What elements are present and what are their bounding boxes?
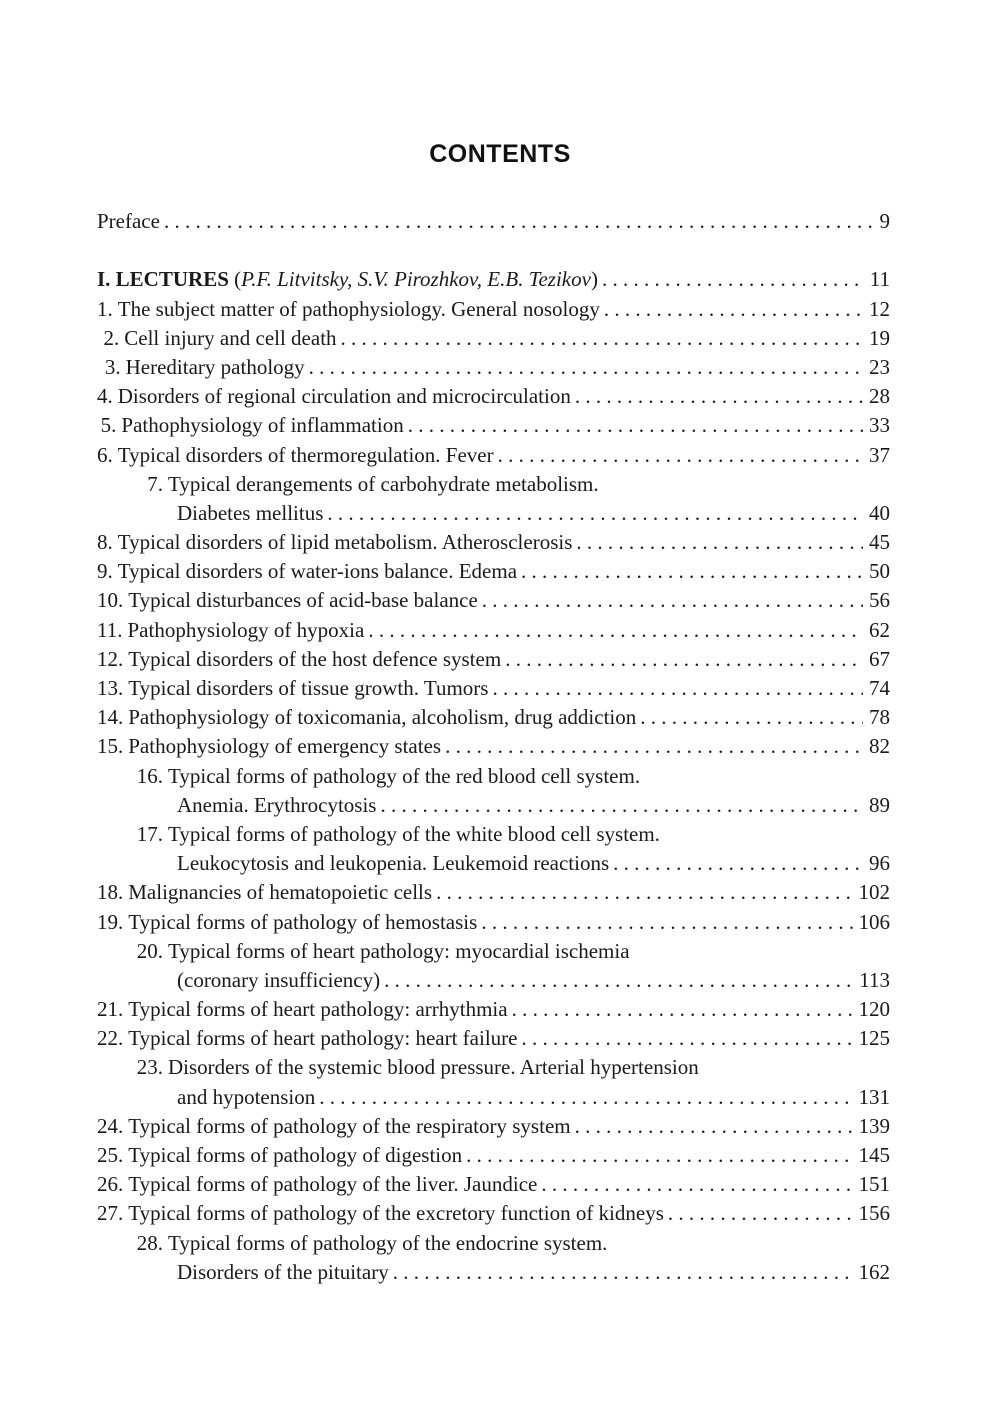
toc-entry-title: Cell injury and cell death: [124, 325, 337, 350]
page-number: 106: [858, 909, 890, 934]
dot-leader: [575, 382, 863, 411]
toc-entry-title: Typical forms of pathology of the excretory function of kidneys: [128, 1201, 664, 1226]
toc-entry-title: Typical disorders of water-ions balance. Edema: [117, 559, 518, 584]
toc-entry-lecture[interactable]: [97, 528, 890, 557]
toc-entry-title: Hereditary pathology: [125, 354, 305, 379]
lecture-number: 28.: [136, 1230, 163, 1255]
lecture-number: 10.: [97, 588, 124, 613]
toc-entry-title: Pathophysiology of hypoxia: [127, 617, 365, 642]
toc-entry-lecture[interactable]: [97, 1053, 890, 1111]
toc-entry-lecture[interactable]: [97, 411, 890, 440]
page-number: 113: [859, 967, 890, 992]
toc-entry-title: Typical forms of heart pathology: arrhythmia: [128, 997, 508, 1022]
lecture-number: 22.: [97, 1026, 124, 1051]
toc-entry-title: Typical forms of pathology of hemostasis: [128, 909, 478, 934]
toc-entry-title: Typical forms of heart pathology: heart failure: [128, 1026, 518, 1051]
dot-leader: [613, 849, 863, 878]
dot-leader: [341, 324, 863, 353]
lecture-number: 21.: [97, 997, 124, 1022]
toc-entry-title-line1: Typical forms of pathology of the red blood cell system.: [168, 763, 641, 788]
toc-entry-lecture[interactable]: [97, 908, 890, 937]
toc-entry-title: Typical forms of pathology of digestion: [128, 1143, 463, 1167]
page-number: 151: [858, 1172, 890, 1197]
page-number: 120: [858, 997, 890, 1022]
toc-entry-lecture[interactable]: [97, 1141, 890, 1170]
section-heading: I. LECTURES (P.F. Litvitsky, S.V. Pirozhkov, E.B. Tezikov): [97, 267, 598, 292]
dot-leader: [408, 411, 863, 440]
lecture-number: 24.: [97, 1113, 124, 1138]
toc-entry-title-line1: Typical derangements of carbohydrate metabolism.: [168, 471, 599, 496]
toc-entry-lecture[interactable]: [97, 1024, 890, 1053]
toc-entry-title: Pathophysiology of toxicomania, alcoholism, drug addiction: [128, 705, 637, 730]
toc-entry-title: (coronary insufficiency): [177, 967, 381, 992]
page-number: 56: [869, 588, 890, 613]
page-number: 19: [869, 325, 890, 350]
dot-leader: [512, 995, 853, 1024]
page-number: 23: [869, 354, 890, 379]
page-number: 9: [879, 209, 890, 233]
toc-entry-lecture[interactable]: [97, 732, 890, 761]
toc-entry-title: The subject matter of pathophysiology. General nosology: [117, 296, 600, 321]
toc-entry-title: Leukocytosis and leukopenia. Leukemoid reactions: [177, 851, 610, 876]
toc-entry-lecture[interactable]: [97, 1170, 890, 1199]
toc-entry-title: Diabetes mellitus: [177, 500, 324, 525]
lecture-number: 18.: [97, 880, 124, 905]
toc-entry-title-line1: Typical forms of pathology of the white blood cell system.: [168, 821, 660, 846]
toc-entry-lecture[interactable]: [97, 878, 890, 907]
toc-entry-lecture[interactable]: [97, 353, 890, 382]
toc-entry-first-line: [97, 820, 890, 849]
dot-leader: [482, 586, 863, 615]
dot-leader: [492, 674, 863, 703]
toc-entry-title: Pathophysiology of inflammation: [121, 413, 404, 438]
dot-leader: [466, 1141, 852, 1170]
toc-entry-lecture[interactable]: [97, 1199, 890, 1228]
lecture-number: 25.: [97, 1143, 124, 1167]
page-number: 74: [869, 676, 890, 700]
dot-leader: [436, 878, 852, 907]
toc-entry-title: Preface: [97, 209, 160, 233]
page-number: 40: [869, 500, 890, 525]
toc-entry-first-line: [97, 1229, 890, 1258]
page-number: 156: [858, 1201, 890, 1226]
toc-entry-first-line: [97, 762, 890, 791]
dot-leader: [498, 441, 863, 470]
toc-entry-lecture[interactable]: [97, 820, 890, 878]
page-title: CONTENTS: [429, 140, 571, 168]
dot-leader: [576, 528, 863, 557]
page-number: 139: [858, 1113, 890, 1138]
lecture-number: 9.: [97, 559, 113, 584]
lecture-number: 1.: [97, 296, 113, 321]
toc-entry-title: Typical disorders of lipid metabolism. Atherosclerosis: [117, 530, 573, 555]
table-of-contents: [97, 207, 890, 1287]
dot-leader: [319, 1083, 852, 1112]
page-number: 82: [869, 734, 890, 759]
toc-entry-lecture[interactable]: [97, 703, 890, 732]
lecture-number: 11.: [97, 617, 123, 642]
lecture-number: 16.: [136, 763, 163, 788]
toc-entry-lecture[interactable]: [97, 557, 890, 586]
page-number: 67: [869, 646, 890, 671]
page-number: 131: [858, 1084, 890, 1109]
toc-entry-lecture[interactable]: [97, 441, 890, 470]
toc-entry-lecture[interactable]: [97, 937, 890, 995]
lecture-number: 2.: [103, 325, 120, 350]
lecture-number: 26.: [97, 1172, 124, 1197]
toc-entry-title: Typical forms of pathology of the respiratory system: [128, 1113, 571, 1138]
page-number: 12: [869, 296, 890, 321]
page-number: 78: [869, 705, 890, 730]
lecture-number: 12.: [97, 646, 124, 671]
toc-entry-title: Disorders of the pituitary: [177, 1259, 389, 1284]
toc-entry-title: Typical disorders of the host defence system: [128, 646, 502, 671]
page-number: 125: [858, 1026, 890, 1051]
toc-entry-lecture[interactable]: [97, 674, 890, 703]
toc-entry-title: Typical disturbances of acid-base balance: [128, 588, 478, 613]
toc-entry-preface[interactable]: [97, 207, 890, 236]
toc-entry-first-line: [97, 937, 890, 966]
dot-leader: [521, 1024, 852, 1053]
page-number: 33: [869, 413, 890, 438]
lecture-number: 17.: [136, 821, 163, 846]
toc-entry-lecture[interactable]: [97, 1112, 890, 1141]
lecture-number: 5.: [100, 413, 117, 438]
toc-entry-title: Pathophysiology of emergency states: [128, 734, 442, 759]
toc-entry-title-line1: Disorders of the systemic blood pressure. Arterial hypertension: [168, 1055, 699, 1080]
dot-leader: [521, 557, 863, 586]
dot-leader: [164, 207, 874, 236]
toc-entry-lecture[interactable]: [97, 645, 890, 674]
lecture-number: 8.: [97, 530, 113, 555]
toc-entry-lecture[interactable]: [97, 470, 890, 528]
lecture-number: 3.: [104, 354, 121, 379]
toc-entry-lecture[interactable]: [97, 586, 890, 615]
dot-leader: [309, 353, 863, 382]
dot-leader: [445, 732, 863, 761]
toc-entry-title: Anemia. Erythrocytosis: [177, 792, 377, 817]
dot-leader: [481, 908, 852, 937]
lecture-number: 15.: [97, 734, 124, 759]
dot-leader: [327, 499, 863, 528]
lecture-number: 7.: [147, 471, 163, 496]
dot-leader: [640, 703, 863, 732]
section-authors: P.F. Litvitsky, S.V. Pirozhkov, E.B. Tezikov: [241, 267, 591, 292]
dot-leader: [380, 791, 863, 820]
page-number: 89: [869, 792, 890, 817]
toc-entry-first-line: [97, 470, 890, 499]
dot-leader: [384, 966, 853, 995]
lecture-list: [97, 295, 890, 1287]
page-number: 45: [869, 530, 890, 555]
toc-entry-title-line1: Typical forms of heart pathology: myocardial ischemia: [168, 938, 630, 963]
page-number: 62: [869, 617, 890, 642]
toc-entry-title: Typical disorders of tissue growth. Tumors: [128, 676, 489, 700]
page-number: 162: [858, 1259, 890, 1284]
dot-leader: [602, 265, 864, 294]
toc-entry-lecture[interactable]: [97, 295, 890, 324]
lecture-number: 14.: [97, 705, 124, 730]
toc-entry-title: Typical disorders of thermoregulation. Fever: [117, 442, 494, 467]
lecture-number: 23.: [136, 1055, 163, 1080]
dot-leader: [368, 616, 863, 645]
page-number: 11: [869, 267, 890, 292]
dot-leader: [604, 295, 863, 324]
toc-entry-lecture[interactable]: [97, 382, 890, 411]
section-label: I. LECTURES: [97, 267, 229, 292]
dot-leader: [575, 1112, 853, 1141]
toc-entry-title-line1: Typical forms of pathology of the endocrine system.: [168, 1230, 608, 1255]
toc-entry-first-line: [97, 1053, 890, 1082]
lecture-number: 19.: [97, 909, 124, 934]
page-number: 102: [858, 880, 890, 905]
lecture-number: 27.: [97, 1201, 124, 1226]
toc-entry-title: Malignancies of hematopoietic cells: [128, 880, 433, 905]
dot-leader: [393, 1258, 853, 1287]
toc-entry-lecture[interactable]: [97, 995, 890, 1024]
toc-section-lectures[interactable]: [97, 265, 890, 294]
page-number: 37: [869, 442, 890, 467]
spacer: [97, 236, 890, 265]
lecture-number: 4.: [97, 384, 113, 409]
toc-entry-lecture[interactable]: [97, 324, 890, 353]
lecture-number: 6.: [97, 442, 113, 467]
toc-entry-title: and hypotension: [177, 1084, 316, 1109]
page-number: 28: [869, 384, 890, 409]
page-number: 50: [869, 559, 890, 584]
lecture-number: 13.: [97, 676, 124, 700]
dot-leader: [541, 1170, 852, 1199]
toc-entry-lecture[interactable]: [97, 1229, 890, 1287]
toc-entry-title: Disorders of regional circulation and microcirculation: [117, 384, 571, 409]
page-number: 96: [869, 851, 890, 876]
toc-entry-lecture[interactable]: [97, 616, 890, 645]
lecture-number: 20.: [136, 938, 163, 963]
dot-leader: [668, 1199, 853, 1228]
toc-entry-lecture[interactable]: [97, 762, 890, 820]
toc-entry-title: Typical forms of pathology of the liver. Jaundice: [128, 1172, 538, 1197]
dot-leader: [505, 645, 863, 674]
page-number: 145: [858, 1143, 890, 1167]
